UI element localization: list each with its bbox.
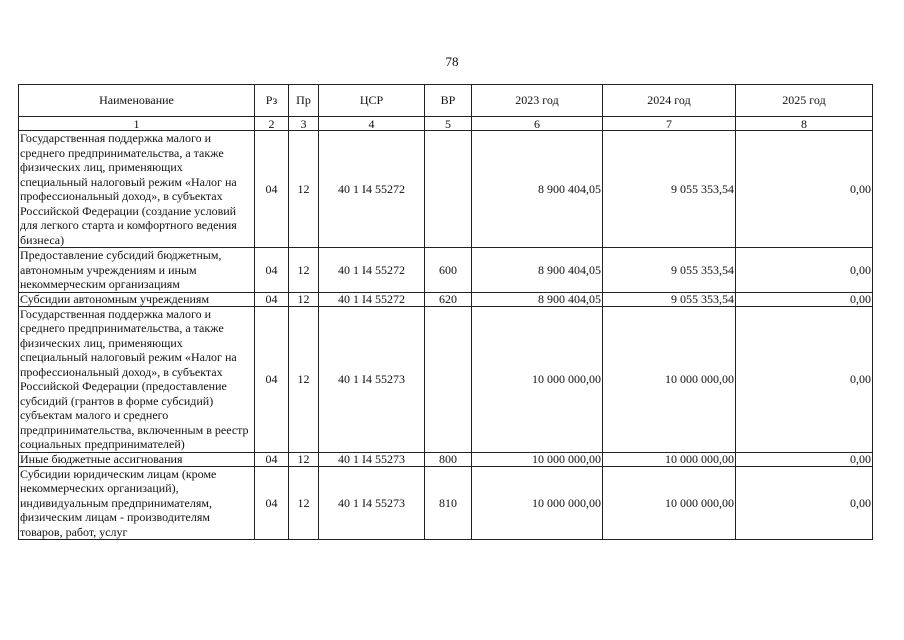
row-vr: 620 xyxy=(425,292,472,306)
row-2023: 8 900 404,05 xyxy=(472,131,603,248)
row-pr: 12 xyxy=(289,131,319,248)
column-number: 2 xyxy=(255,117,289,131)
table-row xyxy=(19,452,873,466)
column-number: 7 xyxy=(603,117,736,131)
header-pr: Пр xyxy=(289,85,319,117)
row-2024: 10 000 000,00 xyxy=(603,466,736,540)
table-row xyxy=(19,306,873,452)
table-row xyxy=(19,248,873,293)
row-vr: 810 xyxy=(425,466,472,540)
column-number: 8 xyxy=(736,117,873,131)
row-2023: 10 000 000,00 xyxy=(472,466,603,540)
row-rz: 04 xyxy=(255,131,289,248)
row-rz: 04 xyxy=(255,306,289,452)
column-number: 3 xyxy=(289,117,319,131)
header-2024: 2024 год xyxy=(603,85,736,117)
row-csr: 40 1 I4 55273 xyxy=(319,452,425,466)
column-number: 1 xyxy=(19,117,255,131)
row-name: Государственная поддержка малого и среднего предпринимательства, а также физических лиц, применяющих специальный налоговый режим «Налог на профессиональный доход», в субъектах Российской Федерации (предоставление субсидий (грантов в форме субсидий) субъектам малого и среднего предпринимательства, включенным в реестр социальных предпринимателей) xyxy=(19,306,255,452)
row-2025: 0,00 xyxy=(736,466,873,540)
row-vr: 800 xyxy=(425,452,472,466)
row-rz: 04 xyxy=(255,466,289,540)
row-pr: 12 xyxy=(289,248,319,293)
table-row xyxy=(19,131,873,248)
row-csr: 40 1 I4 55273 xyxy=(319,306,425,452)
row-pr: 12 xyxy=(289,306,319,452)
column-number: 6 xyxy=(472,117,603,131)
row-2023: 10 000 000,00 xyxy=(472,452,603,466)
row-name: Субсидии юридическим лицам (кроме некоммерческих организаций), индивидуальным предпринимателям, физическим лицам - производителям товаров, работ, услуг xyxy=(19,466,255,540)
row-vr: 600 xyxy=(425,248,472,293)
header-2025: 2025 год xyxy=(736,85,873,117)
row-pr: 12 xyxy=(289,292,319,306)
header-rz: Рз xyxy=(255,85,289,117)
budget-table xyxy=(18,84,873,540)
row-2023: 10 000 000,00 xyxy=(472,306,603,452)
row-vr xyxy=(425,306,472,452)
row-2024: 9 055 353,54 xyxy=(603,248,736,293)
row-name: Государственная поддержка малого и среднего предпринимательства, а также физических лиц, применяющих специальный налоговый режим «Налог на профессиональный доход», в субъектах Российской Федерации (создание условий для легкого старта и комфортного ведения бизнеса) xyxy=(19,131,255,248)
column-number: 4 xyxy=(319,117,425,131)
column-number-row xyxy=(19,117,873,131)
header-row xyxy=(19,85,873,117)
row-csr: 40 1 I4 55273 xyxy=(319,466,425,540)
row-name: Субсидии автономным учреждениям xyxy=(19,292,255,306)
row-rz: 04 xyxy=(255,452,289,466)
row-csr: 40 1 I4 55272 xyxy=(319,248,425,293)
page-number: 78 xyxy=(445,54,459,69)
row-2024: 9 055 353,54 xyxy=(603,131,736,248)
row-2024: 10 000 000,00 xyxy=(603,306,736,452)
row-2025: 0,00 xyxy=(736,131,873,248)
row-vr xyxy=(425,131,472,248)
row-rz: 04 xyxy=(255,248,289,293)
row-name: Предоставление субсидий бюджетным, автономным учреждениям и иным некоммерческим организациям xyxy=(19,248,255,293)
row-pr: 12 xyxy=(289,452,319,466)
column-number: 5 xyxy=(425,117,472,131)
row-csr: 40 1 I4 55272 xyxy=(319,292,425,306)
row-2025: 0,00 xyxy=(736,248,873,293)
row-csr: 40 1 I4 55272 xyxy=(319,131,425,248)
table-row xyxy=(19,466,873,540)
row-2023: 8 900 404,05 xyxy=(472,292,603,306)
header-csr: ЦСР xyxy=(319,85,425,117)
row-2024: 9 055 353,54 xyxy=(603,292,736,306)
row-2025: 0,00 xyxy=(736,452,873,466)
header-name: Наименование xyxy=(19,85,255,117)
row-2025: 0,00 xyxy=(736,306,873,452)
row-2025: 0,00 xyxy=(736,292,873,306)
row-pr: 12 xyxy=(289,466,319,540)
table-row xyxy=(19,292,873,306)
row-name: Иные бюджетные ассигнования xyxy=(19,452,255,466)
header-2023: 2023 год xyxy=(472,85,603,117)
row-rz: 04 xyxy=(255,292,289,306)
row-2023: 8 900 404,05 xyxy=(472,248,603,293)
row-2024: 10 000 000,00 xyxy=(603,452,736,466)
header-vr: ВР xyxy=(425,85,472,117)
